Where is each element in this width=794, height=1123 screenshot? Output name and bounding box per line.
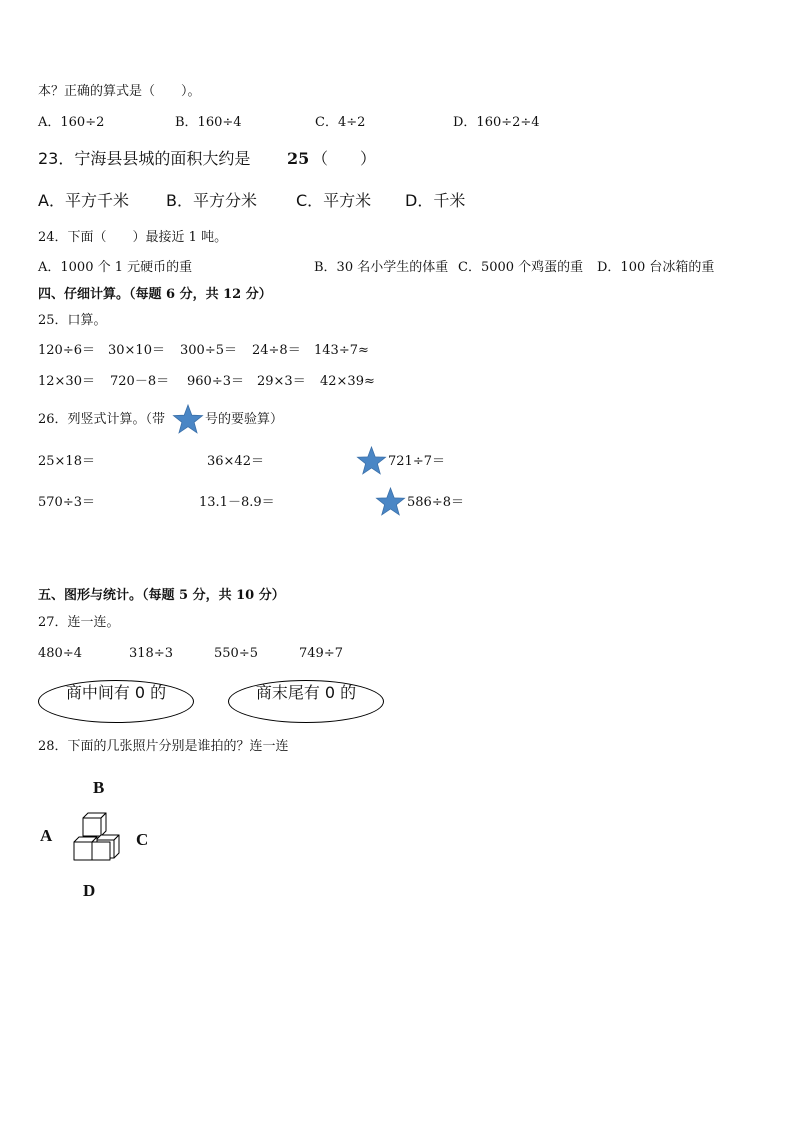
q25-r2-c4: 29×3＝ xyxy=(257,374,306,389)
q24-stem: 24．下面（ ）最接近 1 吨。 xyxy=(38,230,228,245)
label-d: D xyxy=(83,881,96,900)
star-icon xyxy=(356,446,387,477)
q24-option-a: A．1000 个 1 元硬币的重 xyxy=(38,260,193,275)
q22-option-b: B．160÷4 xyxy=(175,115,242,130)
q23-option-b: B．平方分米 xyxy=(166,191,257,210)
oval-middle-zero xyxy=(38,680,194,723)
q25-stem: 25．口算。 xyxy=(38,313,107,328)
q25-r2-c5: 42×39≈ xyxy=(320,374,375,389)
q25-r2-c1: 12×30＝ xyxy=(38,374,95,389)
q26-stem-part2: 号的要验算） xyxy=(205,412,284,427)
q25-r1-c1: 120÷6＝ xyxy=(38,343,95,358)
q22-option-a: A．160÷2 xyxy=(38,115,105,130)
q26-r2-c2: 13.1－8.9＝ xyxy=(199,495,275,510)
q27-item-3: 550÷5 xyxy=(214,646,258,661)
q25-r1-c4: 24÷8＝ xyxy=(252,343,301,358)
star-icon xyxy=(375,487,406,518)
q23-value: 25 xyxy=(287,149,310,168)
q26-r1-c3: 721÷7＝ xyxy=(388,454,445,469)
q25-r2-c3: 960÷3＝ xyxy=(187,374,244,389)
q23-option-a: A．平方千米 xyxy=(38,191,129,210)
q26-r2-c3: 586÷8＝ xyxy=(407,495,464,510)
q23-option-c: C．平方米 xyxy=(296,191,372,210)
q26-stem-part1: 26．列竖式计算。（带 xyxy=(38,412,166,427)
q26-r1-c2: 36×42＝ xyxy=(207,454,264,469)
q25-r2-c2: 720－8＝ xyxy=(110,374,170,389)
q28-stem: 28．下面的几张照片分别是谁拍的？连一连 xyxy=(38,739,289,754)
q27-stem: 27．连一连。 xyxy=(38,615,120,630)
q25-r1-c2: 30×10＝ xyxy=(108,343,165,358)
q26-r1-c1: 25×18＝ xyxy=(38,454,95,469)
q27-item-2: 318÷3 xyxy=(129,646,173,661)
q27-item-1: 480÷4 xyxy=(38,646,82,661)
q22-option-d: D．160÷2÷4 xyxy=(453,115,540,130)
q25-r1-c3: 300÷5＝ xyxy=(180,343,237,358)
q26-r2-c1: 570÷3＝ xyxy=(38,495,95,510)
label-c: C xyxy=(136,830,149,849)
q22-stem-tail: 本？正确的算式是（ ）。 xyxy=(38,84,201,99)
q24-option-b: B．30 名小学生的体重 xyxy=(314,260,449,275)
q24-option-c: C．5000 个鸡蛋的重 xyxy=(458,260,584,275)
q24-option-d: D．100 台冰箱的重 xyxy=(597,260,715,275)
star-icon xyxy=(172,404,204,436)
q27-item-4: 749÷7 xyxy=(299,646,343,661)
label-b: B xyxy=(93,778,105,797)
q22-option-c: C．4÷2 xyxy=(315,115,366,130)
oval-end-zero-label: 商末尾有 0 的 xyxy=(255,683,357,702)
oval-end-zero xyxy=(228,680,384,723)
q23-blank: （ ） xyxy=(312,149,377,168)
q23-option-d: D．千米 xyxy=(405,191,466,210)
q23-stem: 23．宁海县县城的面积大约是 xyxy=(38,149,251,168)
q25-r1-c5: 143÷7≈ xyxy=(314,343,369,358)
section5-title: 五、图形与统计。（每题 5 分，共 10 分） xyxy=(38,588,285,603)
oval-middle-zero-label: 商中间有 0 的 xyxy=(65,683,167,702)
label-a: A xyxy=(40,826,53,845)
section4-title: 四、仔细计算。（每题 6 分，共 12 分） xyxy=(38,287,272,302)
cube-stack-figure xyxy=(68,810,122,866)
